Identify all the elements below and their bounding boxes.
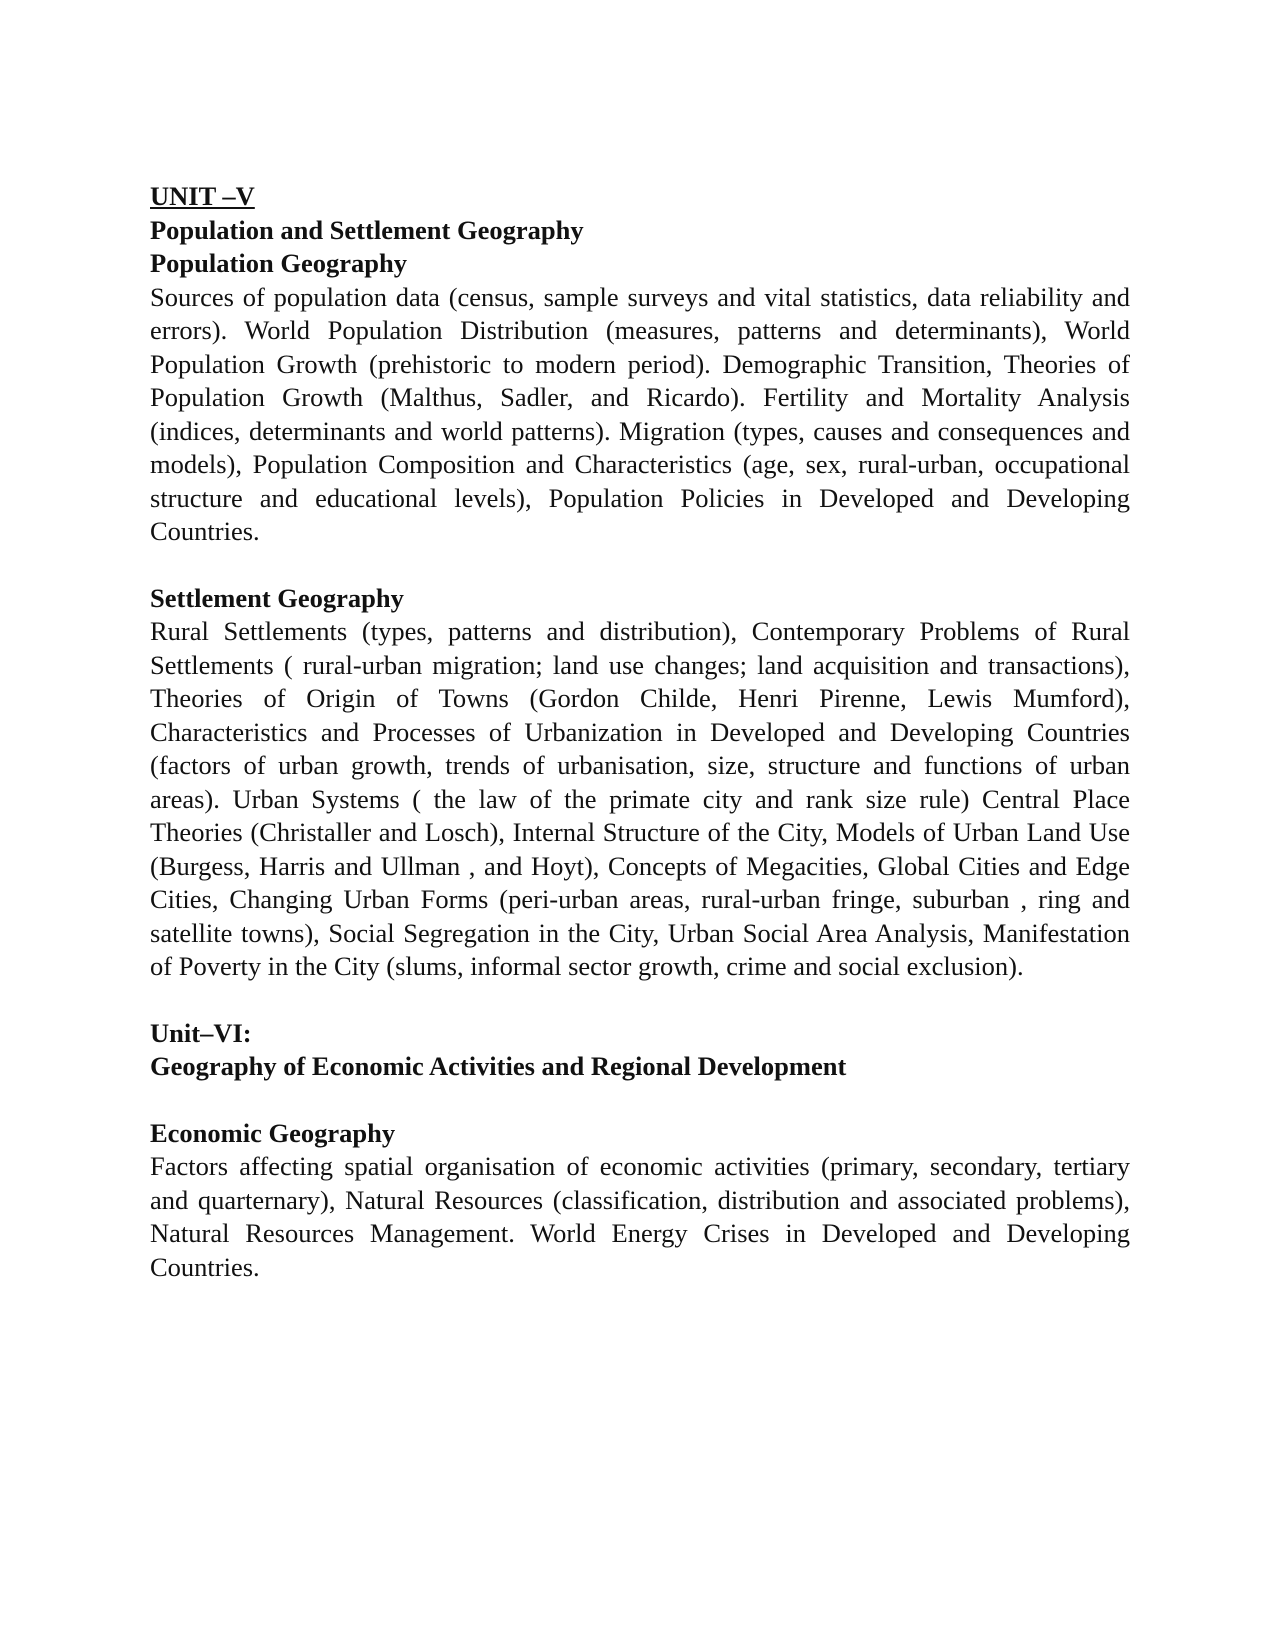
population-geography-text: Sources of population data (census, sample surveys and vital statistics, data reliability and errors). World Population Distribution (measures, patterns and determinants), World Population Growth (prehistoric to modern period). Demographic Transition, Theories of Population Growth (Malthus, Sadler, and Ricardo). Fertility and Mortality Analysis (indices, determinants and world patterns). Migration (types, causes and consequences and models), Population Composition and Characteristics (age, sex, rural-urban, occupational structure and educational levels), Population Policies in Developed and Developing Countries. [150, 281, 1130, 546]
economic-geography-heading: Economic Geography [150, 1117, 396, 1148]
unit-5-label: UNIT –V [150, 181, 255, 211]
document-page [150, 180, 1130, 1284]
section-spacer [150, 984, 1130, 1017]
economic-geography-text: Factors affecting spatial organisation of economic activities (primary, secondary, tertiary and quarternary), Natural Resources (classification, distribution and associated problems), Natural Resources Management. World Energy Crises in Developed and Developing Countries. [150, 1151, 1130, 1282]
settlement-geography-text: Rural Settlements (types, patterns and distribution), Contemporary Problems of Rural Settlements ( rural-urban migration; land use changes; land acquisition and transactions), Theories of Origin of Towns (Gordon Childe, Henri Pirenne, Lewis Mumford), Characteristics and Processes of Urbanization in Developed and Developing Countries (factors of urban growth, trends of urbanisation, size, structure and functions of urban areas). Urban Systems ( the law of the primate city and rank size rule) Central Place Theories (Christaller and Losch), Internal Structure of the City, Models of Urban Land Use (Burgess, Harris and Ullman , and Hoyt), Concepts of Megacities, Global Cities and Edge Cities, Changing Urban Forms (peri-urban areas, rural-urban fringe, suburban , ring and satellite towns), Social Segregation in the City, Urban Social Area Analysis, Manifestation of Poverty in the City (slums, informal sector growth, crime and social exclusion). [150, 616, 1130, 981]
unit-6-label: Unit–VI: [150, 1017, 252, 1048]
section-spacer [150, 549, 1130, 582]
unit-5-title: Population and Settlement Geography [150, 214, 584, 245]
section-spacer [150, 1084, 1130, 1117]
unit-6-title: Geography of Economic Activities and Regional Development [150, 1051, 847, 1081]
population-geography-heading: Population Geography [150, 248, 407, 278]
settlement-geography-heading: Settlement Geography [150, 582, 404, 613]
